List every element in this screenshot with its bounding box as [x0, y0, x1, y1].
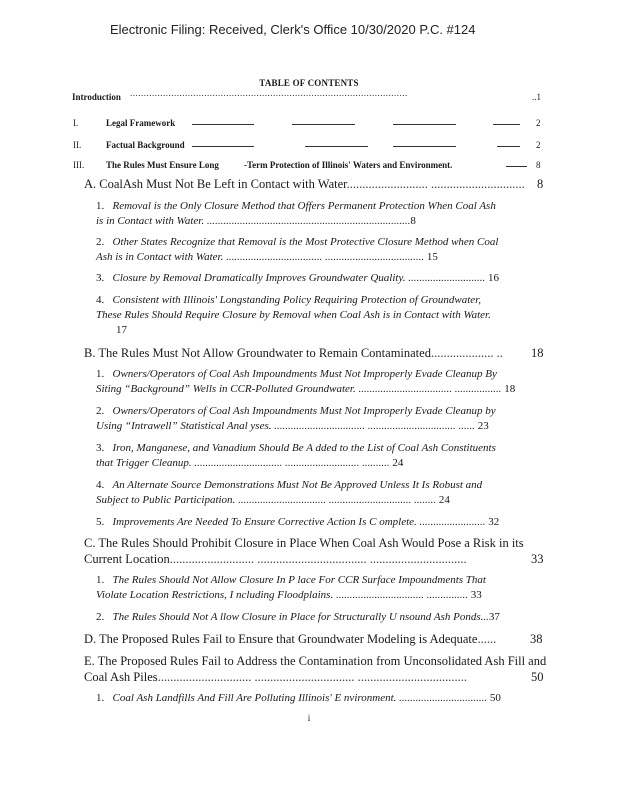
section-e: E. The Proposed Rules Fail to Address the Contamination from Unconsolidated Ash Fill and Coal Ash Piles.............................. ................................ ...................................: [84, 654, 547, 684]
section-title: B. The Rules Must Not Allow Groundwater to Remain Contaminated: [84, 346, 431, 360]
toc-page: 2: [536, 118, 541, 128]
section-page: 33: [531, 552, 544, 566]
section-page: 38: [530, 632, 543, 646]
leader-line: [497, 146, 520, 147]
page-number: i: [307, 713, 311, 723]
section-page: 18: [531, 346, 544, 360]
toc-num: III.: [73, 160, 85, 170]
toc-subitem: 4. Consistent with Illinois' Longstanding Policy Requiring Protection of Groundwater, These Rules Should Require Closure by Removal when Coal Ash is in Contact with Water. 17: [96, 294, 491, 336]
toc-label-cont: -Term Protection of Illinois' Waters and Environment.: [244, 160, 453, 170]
filing-header: Electronic Filing: Received, Clerk's Office 10/30/2020 P.C. #124: [110, 22, 476, 37]
toc-num: I.: [73, 118, 79, 128]
section-d: D. The Proposed Rules Fail to Ensure that Groundwater Modeling is Adequate......: [84, 632, 497, 646]
toc-subitem: 3. Closure by Removal Dramatically Improves Groundwater Quality. ............................ 16: [96, 272, 499, 284]
leader-line: [305, 146, 368, 147]
toc-label: Factual Background: [106, 140, 185, 150]
section-a: A. CoalAsh Must Not Be Left in Contact with Water.......................... ..............................: [84, 177, 525, 191]
toc-label: The Rules Must Ensure Long: [106, 160, 219, 170]
leader-line: [493, 124, 520, 125]
toc-subitem: 1. Owners/Operators of Coal Ash Impoundments Must Not Improperly Evade Cleanup By Siting “Background” Wells in CCR-Polluted Groundwater. .................................. ................. 18: [96, 368, 516, 395]
toc-label: Legal Framework: [106, 118, 176, 128]
section-b: B. The Rules Must Not Allow Groundwater to Remain Contaminated.................... ..: [84, 346, 503, 360]
toc-page: 2: [536, 140, 541, 150]
leader-line: [393, 124, 456, 125]
toc-page: 8: [536, 160, 541, 170]
toc-intro-page: ..1: [532, 92, 541, 102]
toc-subitem: 2. Owners/Operators of Coal Ash Impoundments Must Not Improperly Evade Cleanup by Using “Intrawell” Statistical Anal yses. ................................. ................................ ...... 23: [96, 405, 496, 432]
toc-title: TABLE OF CONTENTS: [259, 78, 359, 88]
toc-subitem: 2. Other States Recognize that Removal is the Most Protective Closure Method when Coal Ash is in Contact with Water. ................................... .................................... 15: [96, 236, 499, 263]
toc-subitem: 2. The Rules Should Not A llow Closure in Place for Structurally U nsound Ash Ponds...37: [96, 611, 500, 623]
toc-num: II.: [73, 140, 82, 150]
section-title: C. The Rules Should Prohibit Closure in Place When Coal Ash Would Pose a Risk in its: [84, 536, 524, 550]
toc-subitem: 4. An Alternate Source Demonstrations Must Not Be Approved Unless It Is Robust and Subject to Public Participation. ................................ .............................. ........ 24: [96, 479, 483, 506]
toc-subitem: 1. Coal Ash Landfills And Fill Are Polluting Illinois' E nvironment. ................................ 50: [96, 692, 501, 704]
section-page: 50: [531, 670, 544, 684]
leader-line: [292, 124, 355, 125]
toc-subitem: 1. The Rules Should Not Allow Closure In P lace For CCR Surface Impoundments That Violate Location Restrictions, I ncluding Floodplains. ................................ ............... 33: [96, 574, 486, 601]
section-title: D. The Proposed Rules Fail to Ensure that Groundwater Modeling is Adequate: [84, 632, 478, 646]
leader-line: [506, 166, 527, 167]
toc-intro-label: Introduction: [72, 92, 121, 102]
leader-line: [192, 124, 254, 125]
section-page: 8: [537, 177, 544, 191]
toc-subitem: 5. Improvements Are Needed To Ensure Corrective Action Is C omplete. ........................ 32: [96, 516, 500, 528]
section-title: E. The Proposed Rules Fail to Address the Contamination from Unconsolidated Ash Fill and: [84, 654, 547, 668]
toc-subitem: 1. Removal is the Only Closure Method that Offers Permanent Protection When Coal Ash is in Contact with Water. ..........................................................................8: [96, 200, 496, 227]
toc-subitem: 3. Iron, Manganese, and Vanadium Should Be A dded to the List of Coal Ash Constituents that Trigger Cleanup. ................................ ........................... .......... 24: [96, 442, 496, 469]
leader-dots: .....................................................................................................: [130, 88, 408, 98]
section-title: A. CoalAsh Must Not Be Left in Contact with Water: [84, 177, 347, 191]
leader-line: [393, 146, 456, 147]
section-c: C. The Rules Should Prohibit Closure in Place When Coal Ash Would Pose a Risk in its Current Location........................... ................................... ...............................: [84, 536, 524, 566]
leader-line: [192, 146, 254, 147]
